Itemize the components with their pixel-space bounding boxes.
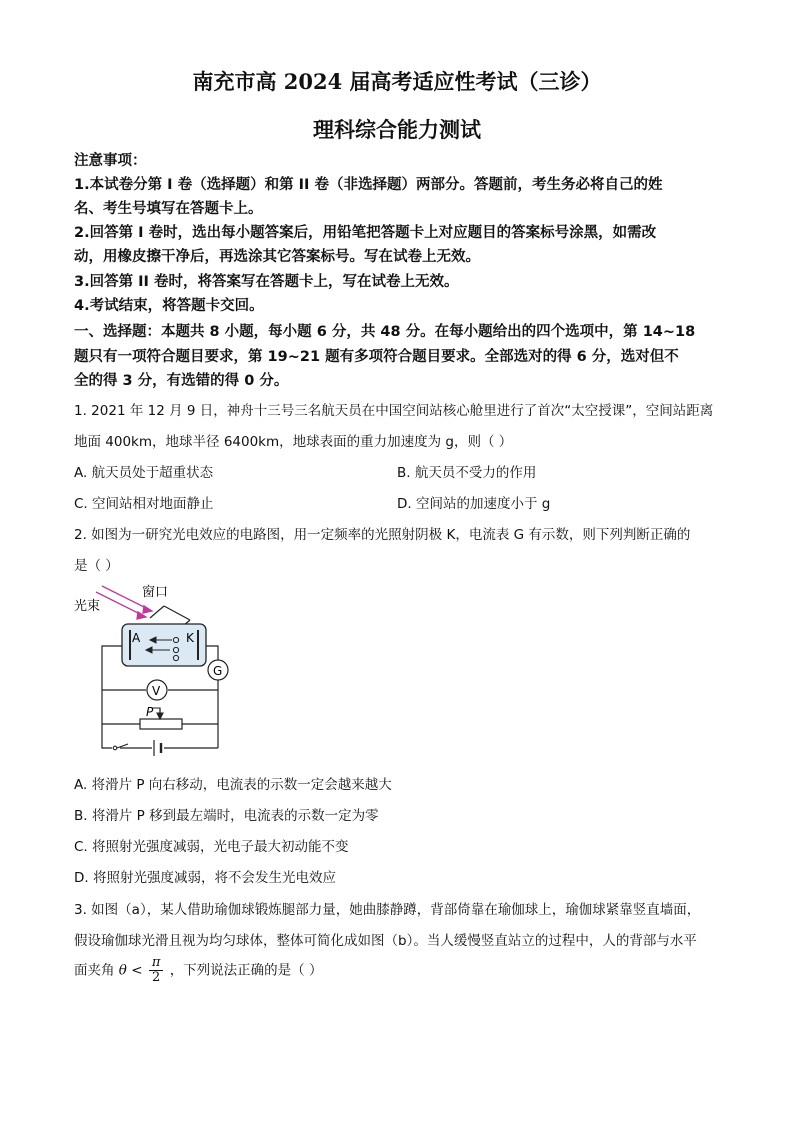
notice-line: 2.回答第 I 卷时，选出每小题答案后，用铅笔把答题卡上对应题目的答案标号涂黑，如需改 <box>74 225 657 241</box>
beam-label: 光束 <box>74 599 101 614</box>
cathode-label: K <box>186 631 194 645</box>
notice-line: 1.本试卷分第 I 卷（选择题）和第 II 卷（非选择题）两部分。答题前，考生务必将自己的姓 <box>74 177 663 193</box>
less-than-symbol: < <box>131 962 143 979</box>
window-label: 窗口 <box>142 585 169 600</box>
question-3-text: 假设瑜伽球光滑且视为均匀球体，整体可简化成如图（b）。当人缓慢竖直站立的过程中，人的背部与水平 <box>74 933 697 949</box>
q2-option-c: C. 将照射光强度减弱，光电子最大初动能不变 <box>74 839 349 855</box>
exam-subtitle: 理科综合能力测试 <box>313 117 481 142</box>
fraction-numerator: π <box>149 956 164 971</box>
section-instruction: 全的得 3 分，有选错的得 0 分。 <box>74 373 289 389</box>
slider-label: P <box>146 705 154 719</box>
notice-line: 动，用橡皮擦干净后，再选涂其它答案标号。写在试卷上无效。 <box>74 249 480 265</box>
photoelectric-circuit-diagram <box>72 580 242 756</box>
rheostat <box>140 719 182 729</box>
q1-option-a: A. 航天员处于超重状态 <box>74 465 214 481</box>
voltmeter-label: V <box>152 684 161 698</box>
notice-heading: 注意事项： <box>74 153 147 169</box>
notice-line: 4.考试结束，将答题卡交回。 <box>74 298 264 314</box>
question-2-text: 是（ ） <box>74 558 119 574</box>
switch <box>113 744 128 750</box>
pi-over-two-fraction <box>149 956 164 985</box>
battery <box>154 740 161 756</box>
q1-option-b: B. 航天员不受力的作用 <box>397 465 537 481</box>
theta-symbol: θ <box>118 962 127 979</box>
notice-line: 名、考生号填写在答题卡上。 <box>74 201 263 217</box>
q1-option-d: D. 空间站的加速度小于 g <box>397 496 551 512</box>
section-instruction: 一、选择题：本题共 8 小题，每小题 6 分，共 48 分。在每小题给出的四个选项中，第 14~18 <box>74 324 696 340</box>
question-3-last-line <box>74 956 322 985</box>
question-1-text: 1. 2021 年 12 月 9 日，神舟十三号三名航天员在中国空间站核心舱里进行了首次“太空授课”，空间站距离 <box>74 403 714 419</box>
ammeter-label: G <box>213 664 223 678</box>
q1-option-c: C. 空间站相对地面静止 <box>74 496 214 512</box>
question-3-text: 3. 如图（a），某人借助瑜伽球锻炼腿部力量，她曲膝静蹲，背部倚靠在瑜伽球上，瑜伽球紧靠竖直墙面， <box>74 902 701 918</box>
slider-arrow <box>152 708 163 719</box>
exam-title: 南充市高 2024 届高考适应性考试（三诊） <box>192 69 602 94</box>
q3-prefix: 面夹角 <box>74 962 115 979</box>
question-2-text: 2. 如图为一研究光电效应的电路图，用一定频率的光照射阴极 K，电流表 G 有示数，则下列判断正确的 <box>74 527 691 543</box>
question-1-text: 地面 400km，地球半径 6400km，地球表面的重力加速度为 g，则（ ） <box>74 434 513 450</box>
q2-option-a: A. 将滑片 P 向右移动，电流表的示数一定会越来越大 <box>74 777 392 793</box>
q2-option-d: D. 将照射光强度减弱，将不会发生光电效应 <box>74 870 336 886</box>
section-instruction: 题只有一项符合题目要求，第 19~21 题有多项符合题目要求。全部选对的得 6 分，选对但不 <box>74 349 679 365</box>
q3-suffix: ，下列说法正确的是（ ） <box>169 962 323 979</box>
notice-line: 3.回答第 II 卷时，将答案写在答题卡上，写在试卷上无效。 <box>74 274 459 290</box>
anode-label: A <box>132 631 141 645</box>
q2-option-b: B. 将滑片 P 移到最左端时，电流表的示数一定为零 <box>74 808 379 824</box>
fraction-denominator: 2 <box>151 970 161 985</box>
